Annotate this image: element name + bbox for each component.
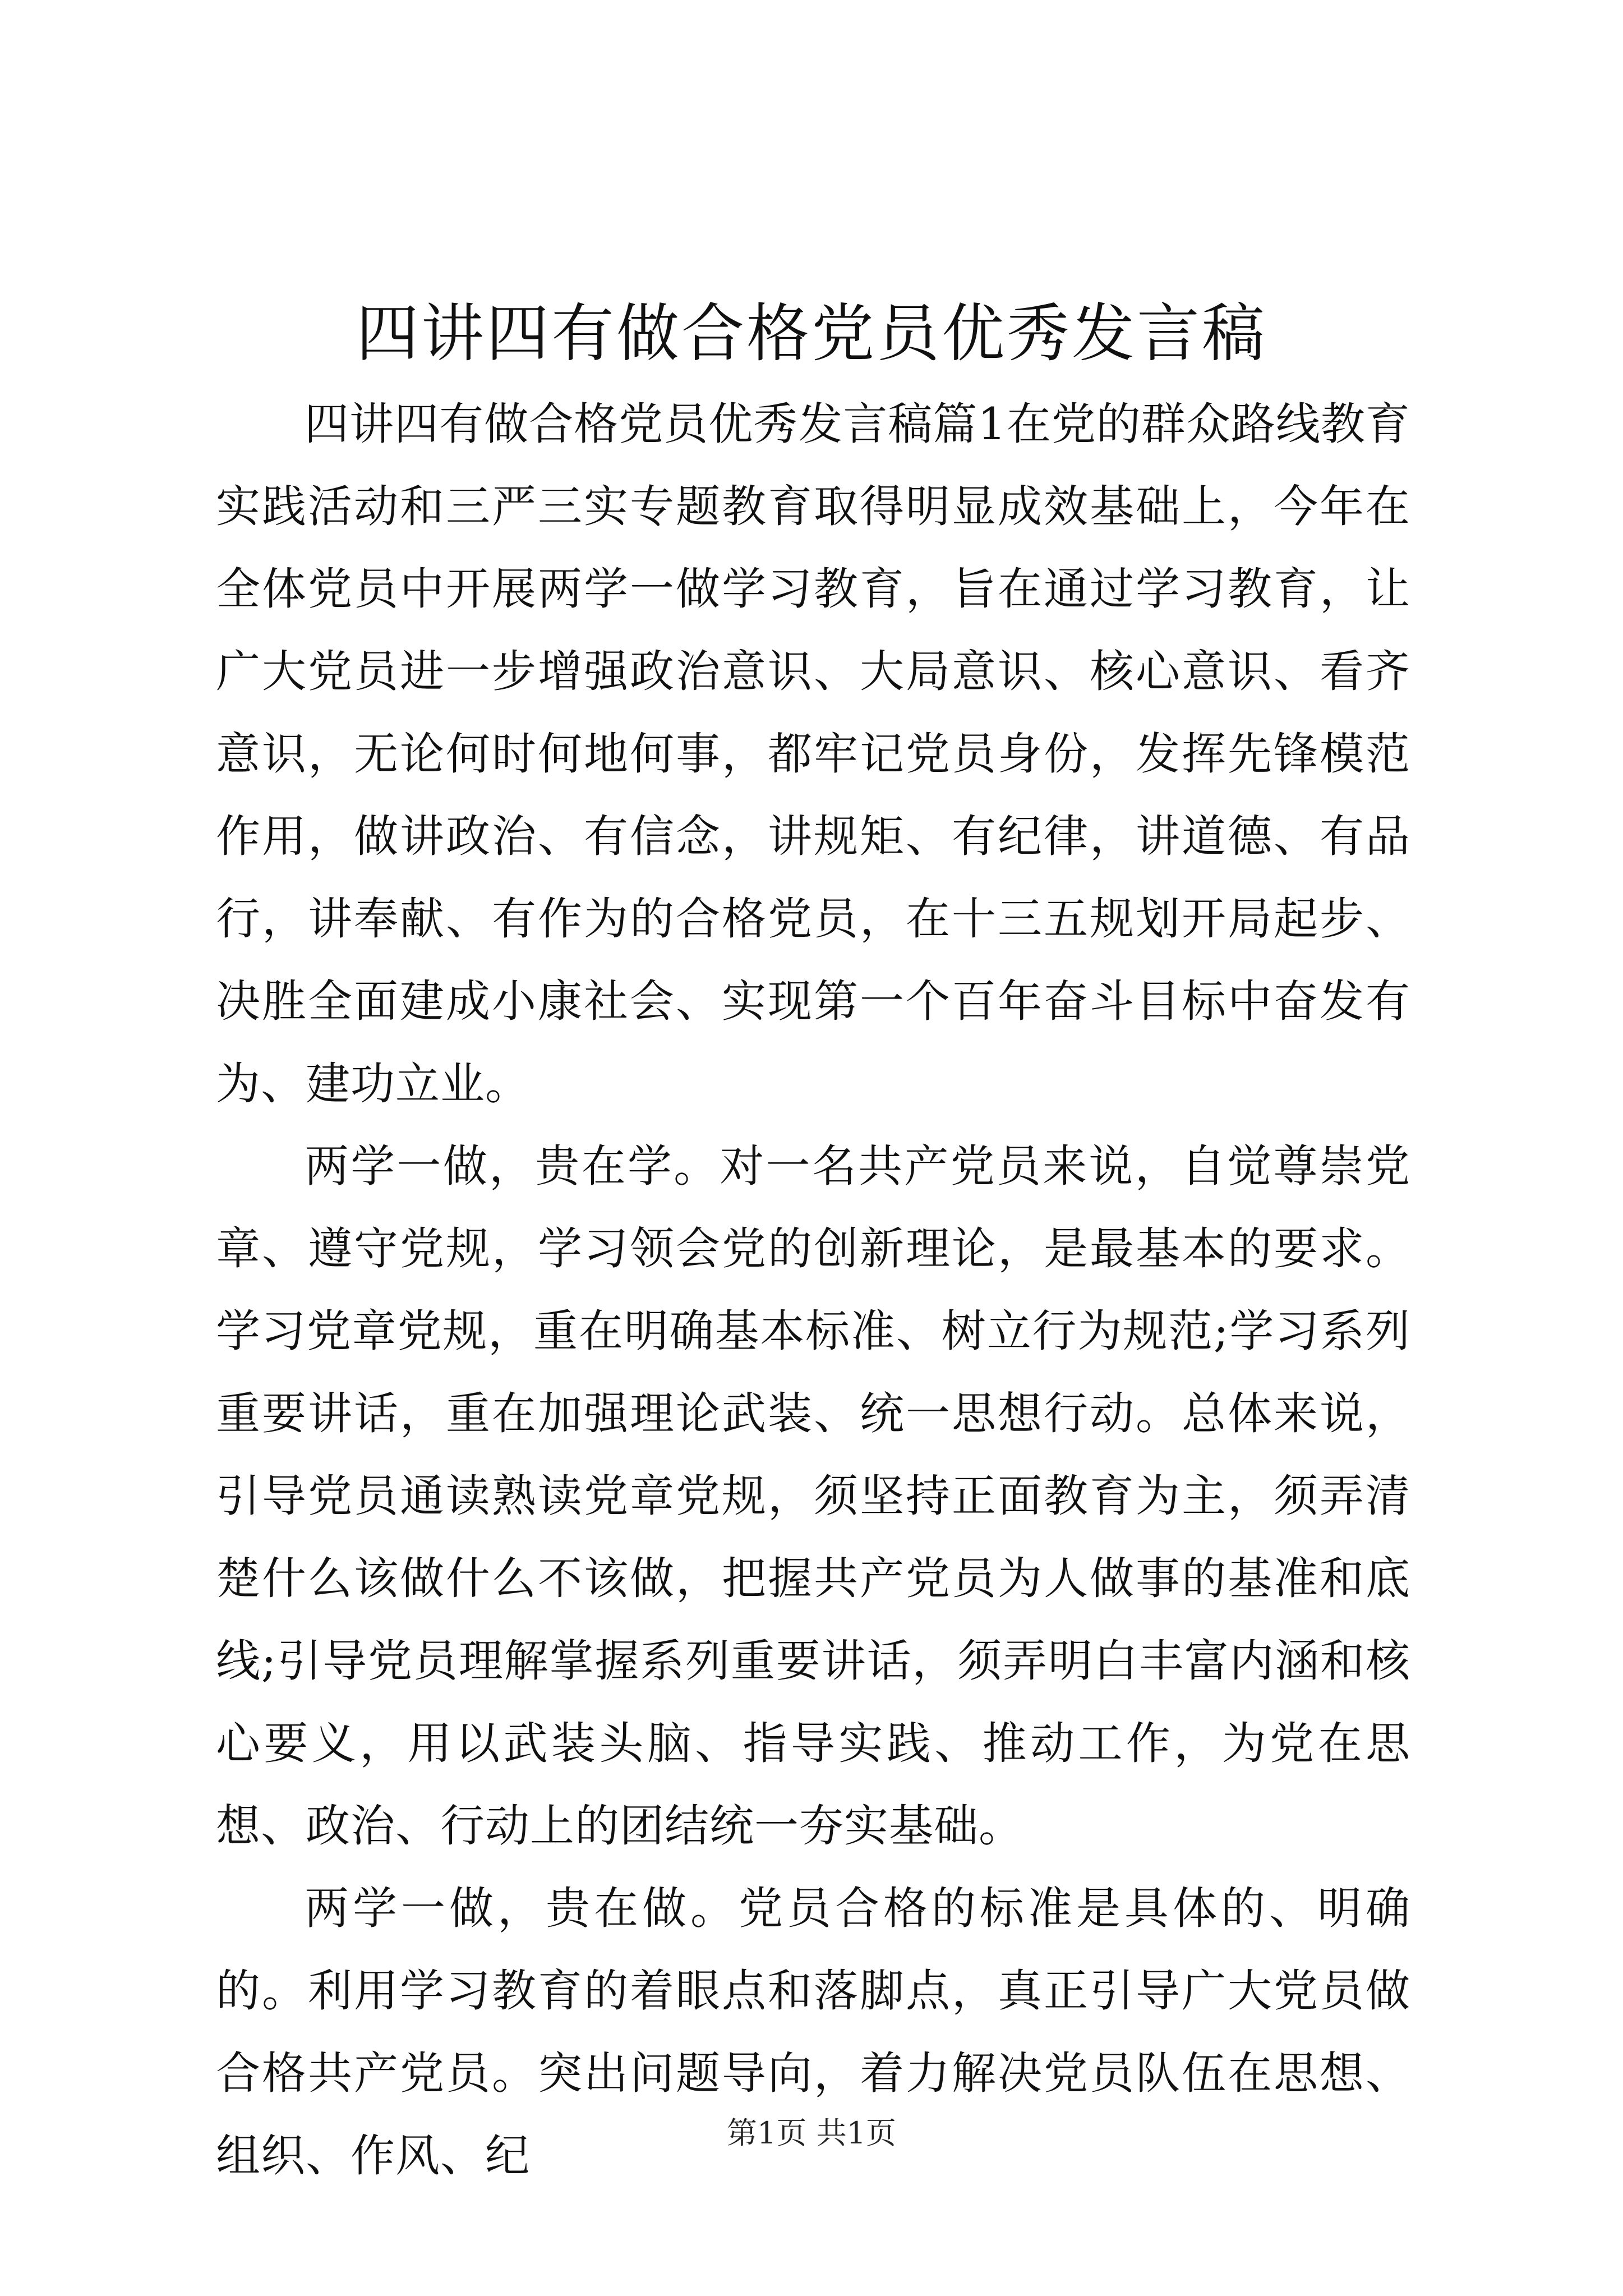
paragraph-2: 两学一做，贵在学。对一名共产党员来说，自觉尊崇党章、遵守党规，学习领会党的创新理论，是最基本的要求。学习党章党规，重在明确基本标准、树立行为规范;学习系列重要讲话，重在加强理论武装、统一思想行动。总体来说，引导党员通读熟读党章党规，须坚持正面教育为主，须弄清楚什么该做什么不该做，把握共产党员为人做事的基准和底线;引导党员理解掌握系列重要讲话，须弄明白丰富内涵和核心要义，用以武装头脑、指导实践、推动工作，为党在思想、政治、行动上的团结统一夯实基础。 [216, 1140, 1410, 1852]
paragraph-3: 两学一做，贵在做。党员合格的标准是具体的、明确的。利用学习教育的着眼点和落脚点，真正引导广大党员做合格共产党员。突出问题导向，着力解决党员队伍在思想、组织、作风、纪 [216, 1883, 1410, 2182]
document-body [216, 383, 1410, 2197]
page-footer: 第1页 共1页 [727, 2115, 896, 2151]
document-title: 四讲四有做合格党员优秀发言稿 [356, 297, 1267, 370]
paragraph-1: 四讲四有做合格党员优秀发言稿篇1在党的群众路线教育实践活动和三严三实专题教育取得明显成效基础上，今年在全体党员中开展两学一做学习教育，旨在通过学习教育，让广大党员进一步增强政治意识、大局意识、核心意识、看齐意识，无论何时何地何事，都牢记党员身份，发挥先锋模范作用，做讲政治、有信念，讲规矩、有纪律，讲道德、有品行，讲奉献、有作为的合格党员，在十三五规划开局起步、决胜全面建成小康社会、实现第一个百年奋斗目标中奋发有为、建功立业。 [216, 398, 1410, 1110]
